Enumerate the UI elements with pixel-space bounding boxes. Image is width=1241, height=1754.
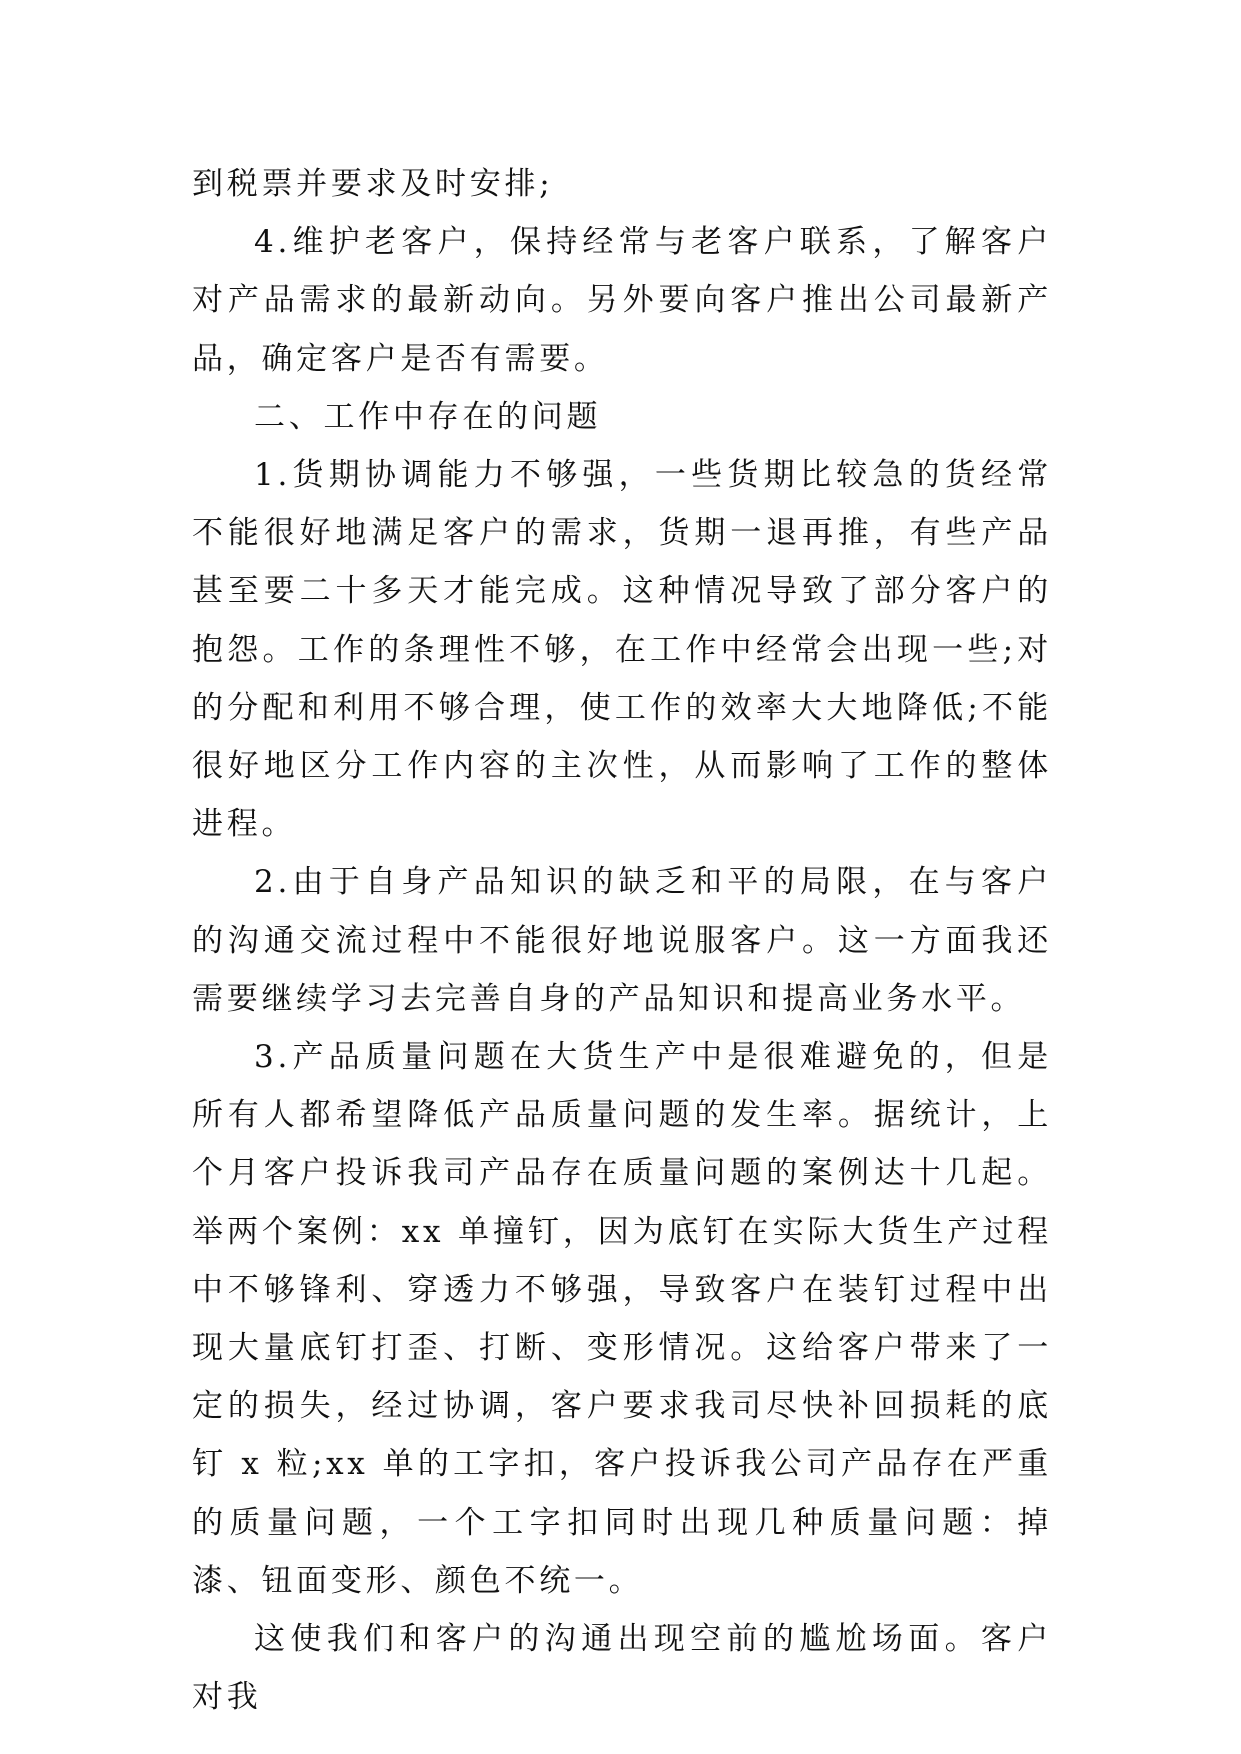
paragraph-issue-3: 3.产品质量问题在大货生产中是很难避免的，但是所有人都希望降低产品质量问题的发生率。据统计，上个月客户投诉我司产品存在质量问题的案例达十几起。举两个案例：xx 单撞钉，因为底钉在实际大货生产过程中不够锋利、穿透力不够强，导致客户在装钉过程中出现大量底钉打歪、打断、变形情况。这给客户带来了一定的损失，经过协调，客户要求我司尽快补回损耗的底钉 x 粒;xx 单的工字扣，客户投诉我公司产品存在严重的质量问题，一个工字扣同时出现几种质量问题：掉漆、钮面变形、颜色不统一。	[192, 1039, 1052, 1599]
paragraph-item-4: 4.维护老客户，保持经常与老客户联系，了解客户对产品需求的最新动向。另外要向客户推出公司最新产品，确定客户是否有需要。	[192, 224, 1052, 377]
section-heading-problems: 二、工作中存在的问题	[254, 398, 602, 435]
paragraph-closing: 这使我们和客户的沟通出现空前的尴尬场面。客户对我	[192, 1621, 1052, 1716]
paragraph-issue-2: 2.由于自身产品知识的缺乏和平的局限，在与客户的沟通交流过程中不能很好地说服客户。这一方面我还需要继续学习去完善自身的产品知识和提高业务水平。	[192, 864, 1052, 1017]
paragraph-issue-1: 1.货期协调能力不够强，一些货期比较急的货经常不能很好地满足客户的需求，货期一退再推，有些产品甚至要二十多天才能完成。这种情况导致了部分客户的抱怨。工作的条理性不够，在工作中经常会出现一些;对的分配和利用不够合理，使工作的效率大大地降低;不能很好地区分工作内容的主次性，从而影响了工作的整体进程。	[192, 457, 1052, 843]
paragraph-continuation: 到税票并要求及时安排;	[192, 166, 554, 202]
document-body	[192, 155, 1052, 1726]
